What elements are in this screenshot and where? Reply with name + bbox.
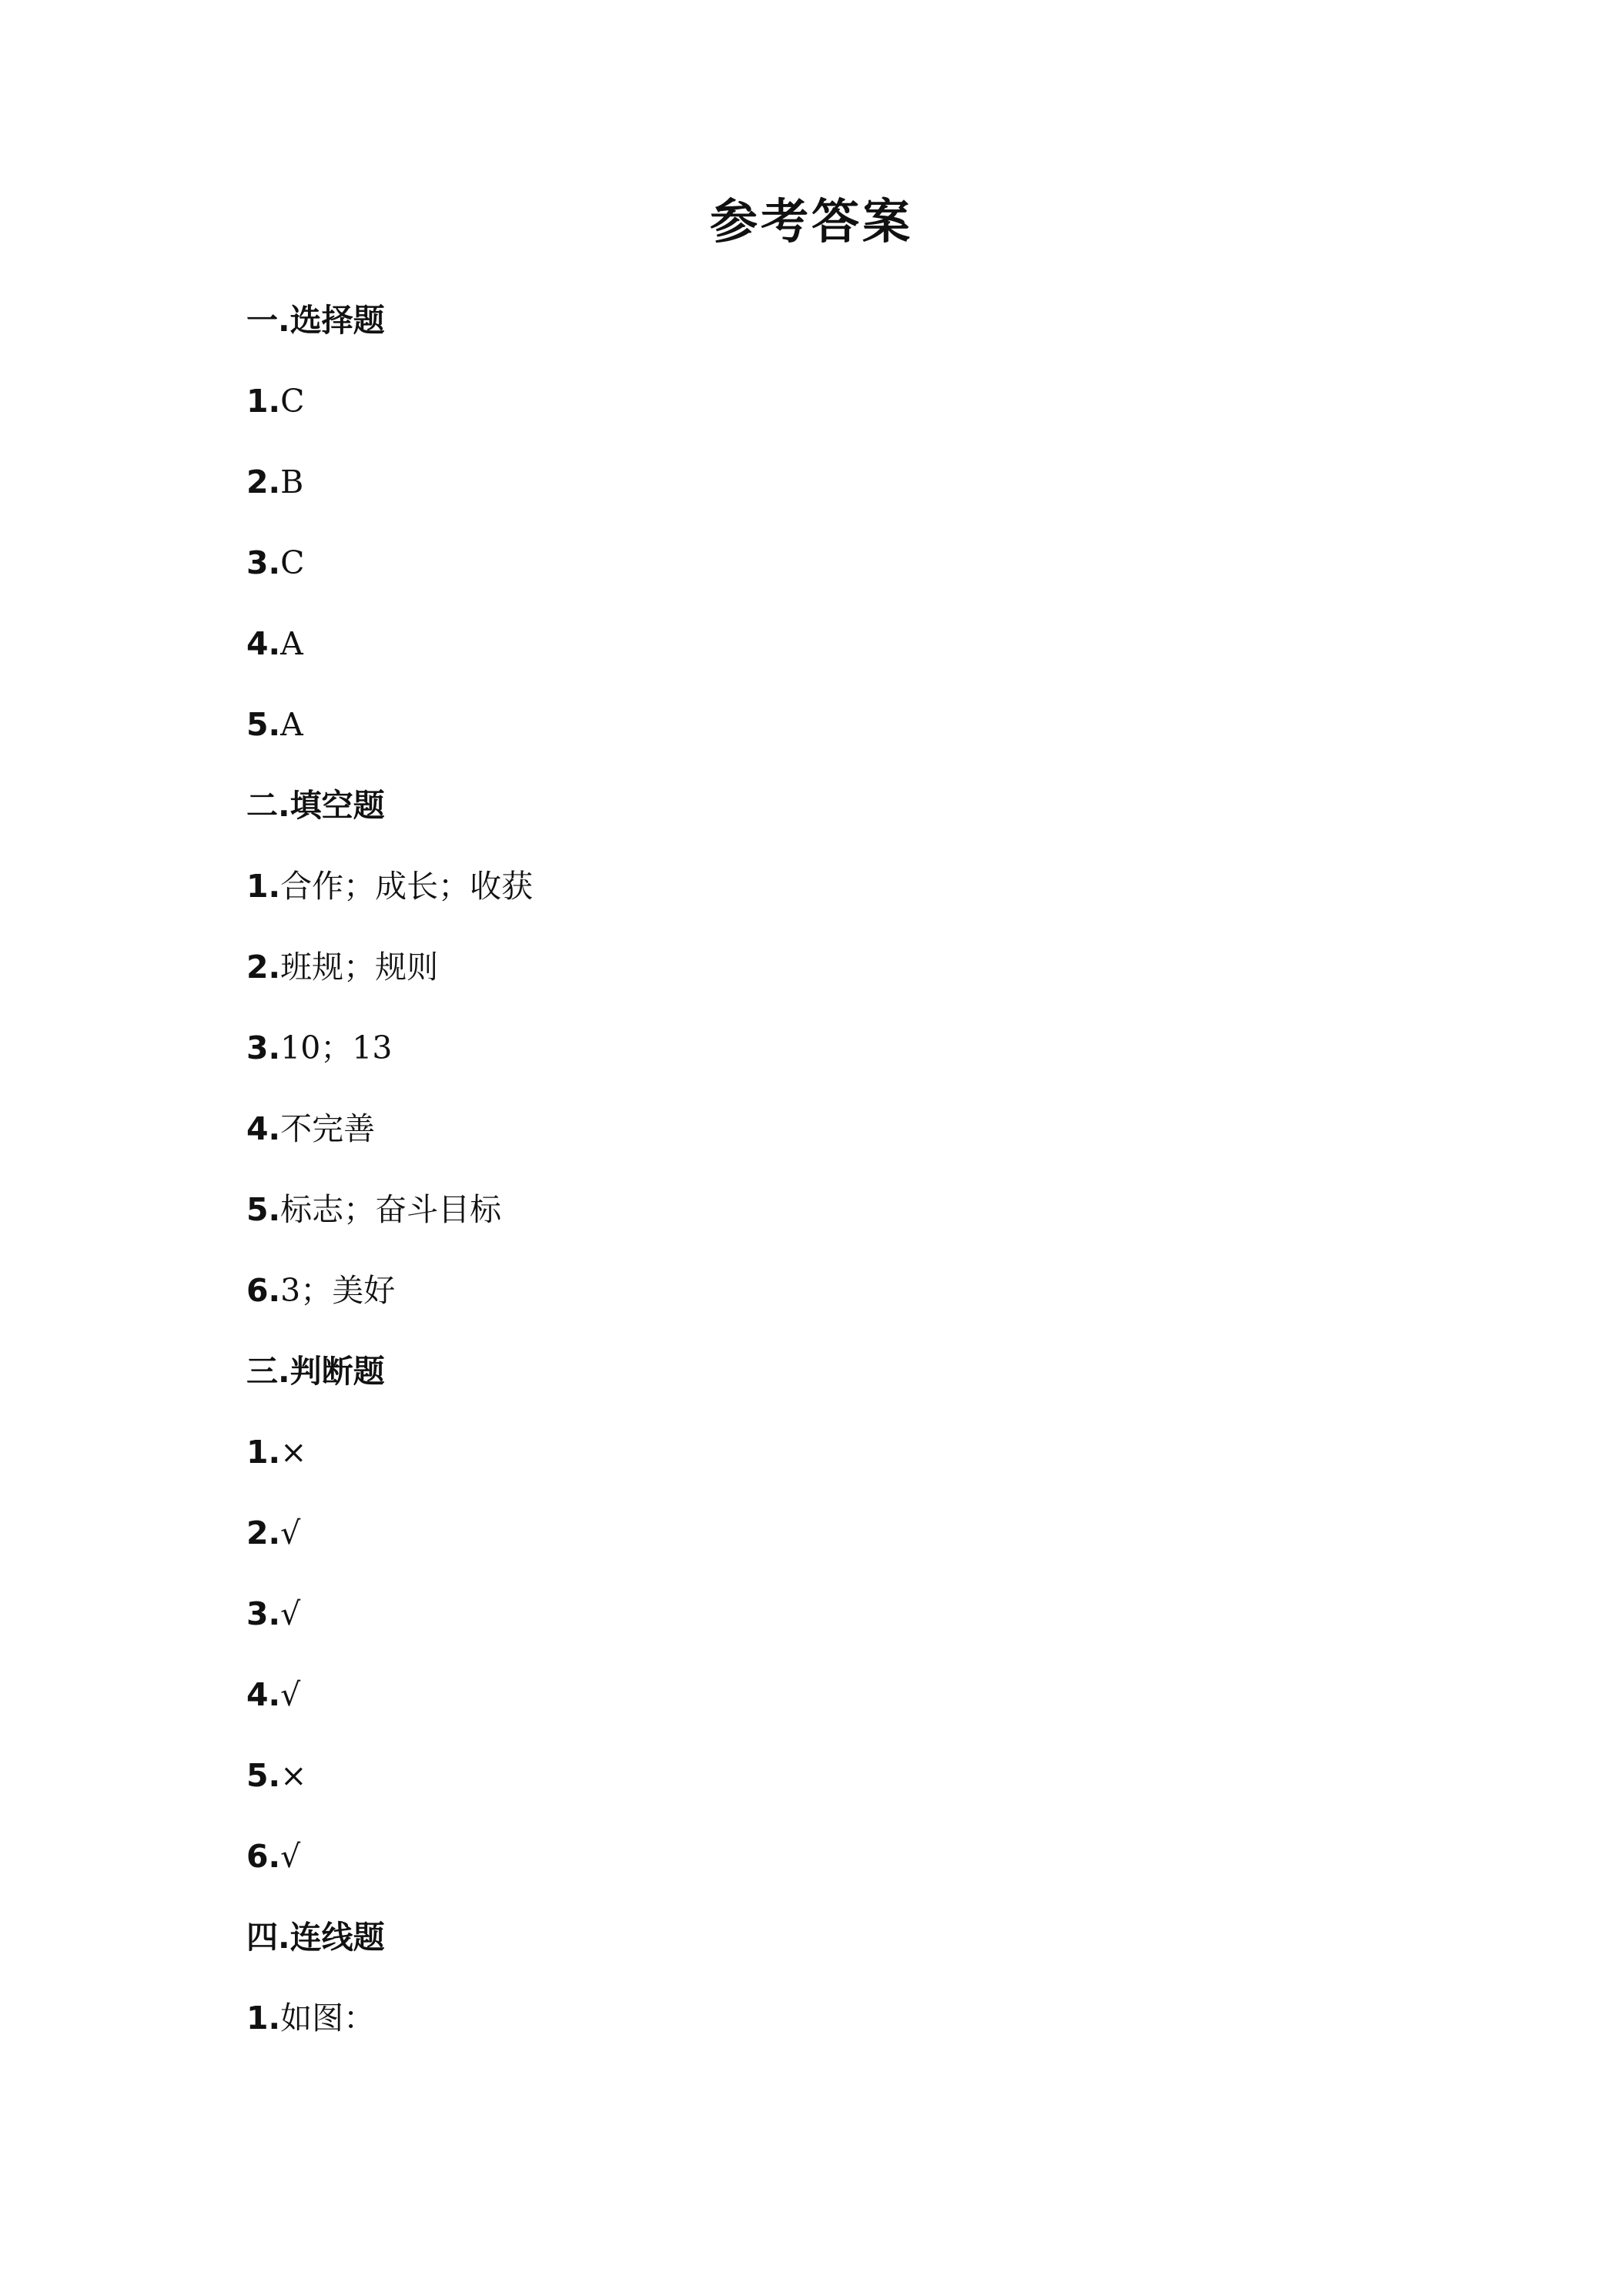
item-number: 3. [246, 544, 281, 581]
answer-item [246, 944, 438, 990]
answer-item [246, 1429, 306, 1475]
item-answer: √ [280, 1838, 301, 1875]
item-number: 2. [246, 1514, 281, 1551]
answer-item [246, 863, 533, 909]
answer-item [246, 1995, 375, 2041]
answer-item [246, 621, 303, 667]
item-answer: 如图： [280, 2000, 376, 2037]
section-heading-matching: 四.连线题 [246, 1919, 385, 1956]
answer-item [246, 1025, 392, 1071]
answer-item [246, 1833, 300, 1879]
answer-item [246, 1510, 300, 1556]
answer-item [246, 378, 304, 424]
answer-item [246, 1752, 306, 1799]
item-number: 6. [246, 1272, 281, 1309]
section-heading-choice: 一.选择题 [246, 302, 385, 339]
item-number: 5. [246, 706, 281, 743]
item-number: 2. [246, 464, 281, 500]
answer-item [246, 1672, 300, 1718]
item-answer: 10；13 [280, 1029, 393, 1066]
item-answer: B [280, 464, 304, 500]
item-answer: × [280, 1434, 307, 1471]
item-number: 5. [246, 1757, 281, 1794]
item-answer: A [280, 625, 303, 662]
item-answer: √ [280, 1595, 301, 1632]
item-number: 4. [246, 625, 281, 662]
item-answer: C [280, 544, 305, 581]
item-answer: 3；美好 [280, 1272, 396, 1309]
item-answer: 班规；规则 [280, 949, 439, 986]
answer-item [246, 1106, 375, 1152]
item-number: 2. [246, 949, 281, 986]
item-number: 1. [246, 1434, 281, 1471]
section-heading-fill-blank: 二.填空题 [246, 787, 385, 824]
item-answer: 不完善 [280, 1110, 376, 1147]
answer-item [246, 701, 303, 748]
answer-item [246, 1591, 300, 1637]
page-title: 参考答案 [709, 193, 913, 249]
item-answer: C [280, 383, 305, 420]
section-heading-true-false: 三.判断题 [246, 1353, 385, 1390]
answer-item [246, 540, 304, 586]
item-answer: A [280, 706, 303, 743]
item-answer: √ [280, 1514, 301, 1551]
item-answer: √ [280, 1676, 301, 1713]
item-number: 3. [246, 1029, 281, 1066]
answer-item [246, 459, 303, 505]
item-number: 4. [246, 1676, 281, 1713]
answer-item [246, 1186, 501, 1233]
item-number: 4. [246, 1110, 281, 1147]
item-number: 6. [246, 1838, 281, 1875]
item-answer: 标志；奋斗目标 [280, 1191, 502, 1228]
answer-item [246, 1267, 395, 1314]
item-number: 1. [246, 2000, 281, 2037]
item-number: 5. [246, 1191, 281, 1228]
item-answer: 合作；成长；收获 [280, 868, 534, 905]
item-number: 3. [246, 1595, 281, 1632]
item-answer: × [280, 1757, 307, 1794]
item-number: 1. [246, 868, 281, 905]
item-number: 1. [246, 383, 281, 420]
